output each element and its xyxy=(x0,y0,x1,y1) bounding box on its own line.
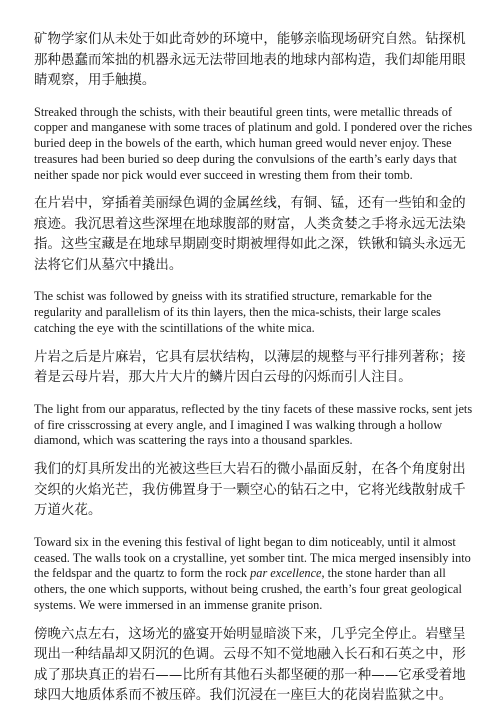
paragraph-en-3: The light from our apparatus, reflected by the tiny facets of these massive rocks, sent jets of fire crisscrossing at every angle, and I imagined I was walking through a hollow diamond, which was scattering the rays into a thousand sparkles. xyxy=(34,401,473,448)
paragraph-en-4 xyxy=(34,535,474,614)
paragraph-zh-2: 在片岩中，穿插着美丽绿色调的金属丝线，有铜、锰，还有一些铂和金的痕迹。我沉思着这些深埋在地球腹部的财富，人类贪婪之手将永远无法染指。这些宝藏是在地球早期剧变时期被埋得如此之深，铁锹和镐头永远无法将它们从墓穴中撬出。 xyxy=(34,196,466,273)
paragraph-en-1: Streaked through the schists, with their beautiful green tints, were metallic threads of copper and manganese with some traces of platinum and gold. I pondered over the riches buried deep in the bowels of the earth, which human greed would never enjoy. These treasures had been buried so deep during the convulsions of the earth’s early days that neither spade nor pick would ever succeed in wresting them from their tomb. xyxy=(34,104,473,182)
paragraph-zh-5: 傍晚六点左右，这场光的盛宴开始明显暗淡下来，几乎完全停止。岩壁呈现出一种结晶却又阴沉的色调。云母不知不觉地融入长石和石英之中，形成了那块真正的岩石——比所有其他石头都坚硬的那一种——它承受着地球四大地质体系而不被压碎。我们沉浸在一座巨大的花岗岩监狱之中。 xyxy=(34,626,466,704)
paragraph-zh-3: 片岩之后是片麻岩，它具有层状结构，以薄层的规整与平行排列著称；接着是云母片岩，那大片大片的鳞片因白云母的闪烁而引人注目。 xyxy=(34,349,466,386)
paragraph-en-4-part-2: , the stone harder than all others, the one which supports, without being crushed, the earth’s four great geological systems. We were immersed in an immense granite prison. xyxy=(34,566,462,612)
paragraph-zh-4: 我们的灯具所发出的光被这些巨大岩石的微小晶面反射，在各个角度射出交织的火焰光芒，我仿佛置身于一颗空心的钻石之中，它将光线散射成千万道火花。 xyxy=(34,462,466,519)
paragraph-en-2: The schist was followed by gneiss with its stratified structure, remarkable for the regularity and parallelism of its thin layers, then the mica-schists, their large scales catching the eye with the scintillations of the white mica. xyxy=(34,289,441,336)
paragraph-en-4-part-1: Toward six in the evening this festival of light began to dim noticeably, until it almost ceased. The walls took on a crystalline, yet somber tint. The mica merged insensibly into the feldspar and the quartz to form the rock xyxy=(34,534,471,581)
document-page xyxy=(34,30,474,720)
paragraph-zh-1: 矿物学家们从未处于如此奇妙的环境中，能够亲临现场研究自然。钻探机那种愚蠢而笨拙的机器永远无法带回地表的地球内部构造，我们却能用眼睛观察，用手触摸。 xyxy=(34,32,466,88)
paragraph-en-4-italic: par excellence xyxy=(250,566,322,581)
